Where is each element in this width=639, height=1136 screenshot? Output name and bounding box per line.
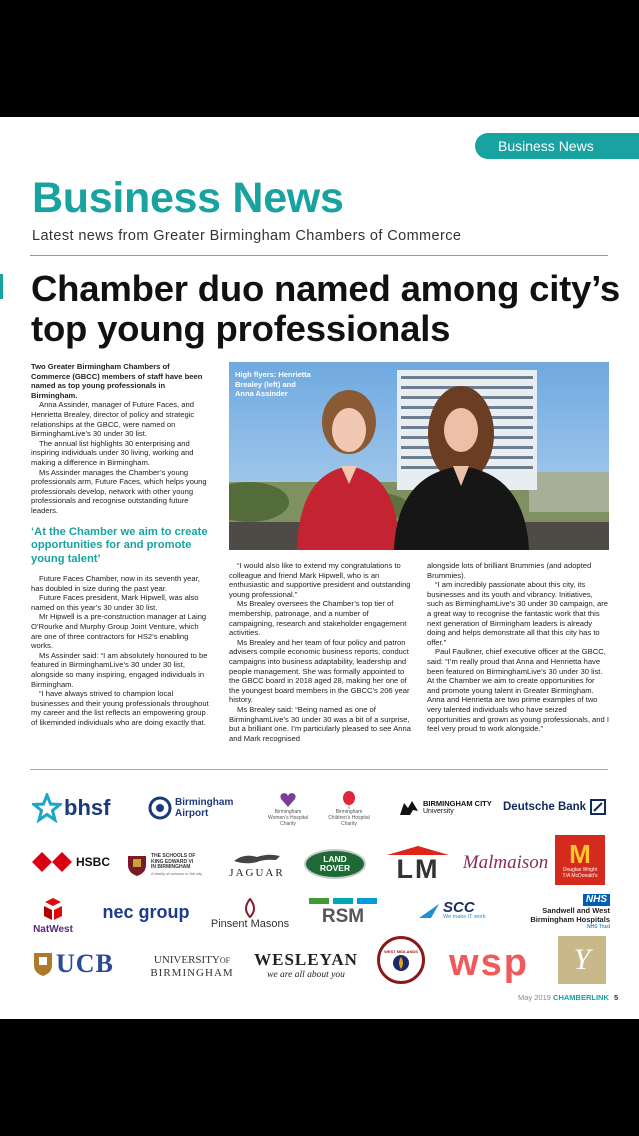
uob-line-3: BIRMINGHAM (150, 966, 234, 979)
logo-pinsent-masons (210, 894, 290, 934)
rsm-bars-icon (309, 898, 377, 906)
page-number: 5 (613, 993, 619, 1002)
logo-y (558, 936, 606, 984)
sandwell-line-1: Sandwell and West (542, 905, 610, 915)
heart-balloon-icon (279, 791, 297, 809)
jaguar-text: JAGUAR (229, 867, 285, 879)
logo-jaguar (224, 847, 290, 883)
hsbc-text: HSBC (76, 855, 111, 869)
logo-birmingham-airport (148, 793, 240, 823)
bcu-line-1: BIRMINGHAM CITY (423, 799, 492, 808)
logo-divider (30, 769, 608, 770)
masthead-title: Business News (32, 174, 344, 222)
article-column-1 (31, 362, 211, 757)
paragraph: Future Faces president, Mark Hipwell, was also named on this year’s 30 under 30 list. (31, 593, 199, 612)
pinsent-drop-icon (241, 898, 259, 918)
landrover-line-2: ROVER (319, 863, 351, 873)
wmfire-text: WEST MIDLANDS (384, 948, 418, 954)
bcu-line-2: University (423, 808, 454, 815)
hsbc-hexagon-icon (32, 852, 72, 872)
lm-text: LM (396, 853, 440, 884)
airport-line-2: Airport (175, 808, 209, 819)
kes-line-2: KING EDWARD VI (151, 858, 194, 865)
paragraph: The annual list highlights 30 enterprising and inspiring individuals under 30 living, working and making a difference in Birmingham. (31, 438, 194, 467)
logo-mcdonalds (555, 835, 605, 885)
y-text: Y (573, 943, 591, 976)
childrens-line-1: Birmingham (335, 809, 363, 815)
paragraph: “I would also like to extend my congratulations to colleague and friend Mark Hipwell, who is an enthusiastic and supportive president and outstanding young professional.” (229, 561, 411, 599)
jaguar-leaper-icon (232, 851, 282, 867)
logo-sandwell-nhs (522, 892, 610, 932)
logo-lm (385, 844, 451, 884)
scc-swoosh-icon (418, 902, 440, 920)
photo-caption: High flyers: Henrietta Brealey (left) and Anna Assinder (235, 370, 311, 398)
bhsf-text: bhsf (64, 795, 111, 820)
mcd-line-1: Douglas Wright (562, 867, 598, 873)
divider (30, 255, 608, 256)
lead-paragraph: Two Greater Birmingham Chambers of Commerce (GBCC) members of staff have been named as top young professionals in Birmingham. (31, 362, 203, 400)
kes-line-4: A family of schools in the city (151, 870, 203, 876)
masthead-subtitle: Latest news from Greater Birmingham Chambers of Commerce (32, 228, 462, 244)
mcd-line-2: T/A McDonald’s (562, 873, 598, 879)
pinsent-text: Pinsent Masons (210, 918, 290, 930)
rsm-text: RSM (321, 906, 365, 927)
logo-land-rover (304, 848, 366, 880)
airport-emblem-icon (148, 796, 172, 820)
footer-brand: CHAMBERLINK (553, 993, 609, 1002)
deutsche-text: Deutsche Bank (503, 801, 587, 813)
natwest-cubes-icon (38, 896, 68, 924)
paragraph: Mr Hipwell is a pre-construction manager at Laing O’Rourke and Murphy Group Joint Venture, which are one of three contractors for HS2’s enabling works. (31, 612, 207, 651)
logo-birmingham-city-university (398, 797, 498, 819)
logo-scc (418, 896, 502, 926)
logo-wesleyan (252, 947, 360, 983)
kes-line-3: IN BIRMINGHAM (151, 864, 191, 870)
paragraph: Anna Assinder, manager of Future Faces, and Henrietta Brealey, director of policy and strategic relationships at the GBCC, were named on BirminghamLive’s 30 under 30 list. (31, 400, 195, 439)
logo-hsbc (32, 850, 114, 874)
ucb-crest-icon (32, 951, 54, 977)
childrens-line-2: Children’s Hospital (328, 815, 370, 821)
logo-west-midlands-fire (376, 935, 426, 985)
pull-quote: ‘At the Chamber we aim to create opportunities for and promote young talent’ (31, 525, 208, 565)
logo-king-edward-schools (125, 850, 210, 880)
article-column-2 (229, 561, 413, 761)
airport-line-1: Birmingham (175, 797, 234, 808)
paragraph: Ms Assinder said: “I am absolutely honoured to be featured in BirminghamLive’s 30 under 30 list, alongside so many inspiring, engaged individuals in Birmingham. (31, 650, 208, 689)
logo-nec-group (98, 900, 194, 924)
paragraph: Ms Brealey and her team of four policy and patron advisers compile economic business reports, conduct campaigns into business adaptability, leadership and people management. She was formally appointed to the GBCC board in 2018 aged 28, making her one of the youngest board members in the GBCC’s 206 year history. (229, 637, 410, 705)
sandwell-line-2: Birmingham Hospitals (530, 914, 610, 924)
natwest-text: NatWest (33, 923, 73, 935)
paragraph: Paul Faulkner, chief executive officer at the GBCC, said: “I’m really proud that Anna and Henrietta have been featured on BirminghamLive’s 30 under 30 list. At the Chamber we aim to create opportunities for and promote young talent in Greater Birmingham. Anna and Henrietta are two prime examples of two very talented individuals who have seized opportunities and grown as young professionals, and I feel very proud to work alongside.” (427, 647, 609, 734)
paragraph: Future Faces Chamber, now in its seventh year, has doubled in size during the past year. (31, 574, 200, 593)
paragraph: alongside lots of brilliant Brummies (and adopted Brummies). (427, 561, 592, 580)
wsp-text: wsp (449, 943, 529, 983)
page-footer (518, 993, 618, 1002)
footer-date: May 2019 (518, 993, 551, 1002)
logo-bhsf (32, 790, 122, 826)
balloon-icon (341, 791, 357, 809)
griffin-icon (398, 799, 420, 817)
magazine-page (0, 117, 639, 1019)
paragraph: Ms Brealey oversees the Chamber’s top tier of membership, patronage, and a number of campaigning, research and stakeholder engagement activities. (229, 599, 407, 638)
accent-mark (0, 274, 3, 299)
wesleyan-text: WESLEYAN (254, 950, 358, 969)
paragraph: Ms Assinder manages the Chamber’s young professionals arm, Future Faces, which helps young professionals develop, network with other young professionals and recognise outstanding future leaders. (31, 467, 207, 515)
mcdonalds-arches-icon: M (569, 839, 591, 869)
article-photo (229, 362, 609, 550)
article-headline: Chamber duo named among city’s top young professionals (31, 268, 620, 349)
womens-line-1: Birmingham (274, 809, 302, 815)
landrover-line-1: LAND (323, 854, 347, 864)
deutsche-slash-icon (590, 799, 606, 815)
paragraph: “I have always strived to champion local businesses and their young professionals throughout my career and the list reflects an empowering group of likeminded individuals who are doing exactly that. (31, 689, 209, 727)
womens-line-3: Charity (280, 821, 296, 827)
scc-text: SCC (443, 898, 475, 916)
section-tag: Business News (475, 133, 639, 159)
logo-childrens-hospital-charity (322, 787, 376, 831)
uob-line-2: OF (219, 955, 231, 965)
logo-ucb (32, 947, 124, 981)
wesleyan-tagline: we are all about you (267, 970, 345, 980)
logo-malmaison (463, 847, 548, 879)
star-icon (32, 793, 62, 823)
fire-emblem-icon (392, 954, 410, 972)
logo-university-of-birmingham (144, 951, 240, 981)
paragraph: “I am incredibly passionate about this city, its businesses and its youth and vibrancy. Initiatives, such as BirminghamLive’s 30 under 30 campaign, are a great way to recognise the fantastic work that this next generation of Birmingham leaders is already doing and helps demonstrate all that this city has to offer.” (427, 580, 608, 647)
childrens-line-3: Charity (341, 821, 357, 827)
logo-natwest (30, 892, 76, 938)
womens-line-2: Women’s Hospital (267, 815, 309, 821)
logo-womens-hospital-charity (262, 787, 314, 831)
uob-line-1: UNIVERSITY (153, 953, 220, 966)
ucb-text: UCB (56, 949, 114, 978)
kes-line-1: THE SCHOOLS OF (151, 853, 196, 859)
malmaison-text: Malmaison (463, 852, 548, 873)
logo-wsp (440, 943, 538, 983)
crest-icon (125, 853, 149, 877)
nec-text: nec group (102, 901, 190, 922)
logo-deutsche-bank (503, 796, 609, 818)
nhs-text: NHS (583, 894, 610, 906)
sandwell-line-3: NHS Trust (586, 923, 610, 930)
paragraph: Ms Brealey said: “Being named as one of BirminghamLive’s 30 under 30 was a bit of a surprise, but a brilliant one. I’m particularly pleased to see Anna and Mark recognised (229, 704, 411, 743)
scc-tagline: We make IT work (443, 913, 486, 920)
article-column-3 (427, 561, 609, 761)
logo-rsm (308, 896, 378, 930)
